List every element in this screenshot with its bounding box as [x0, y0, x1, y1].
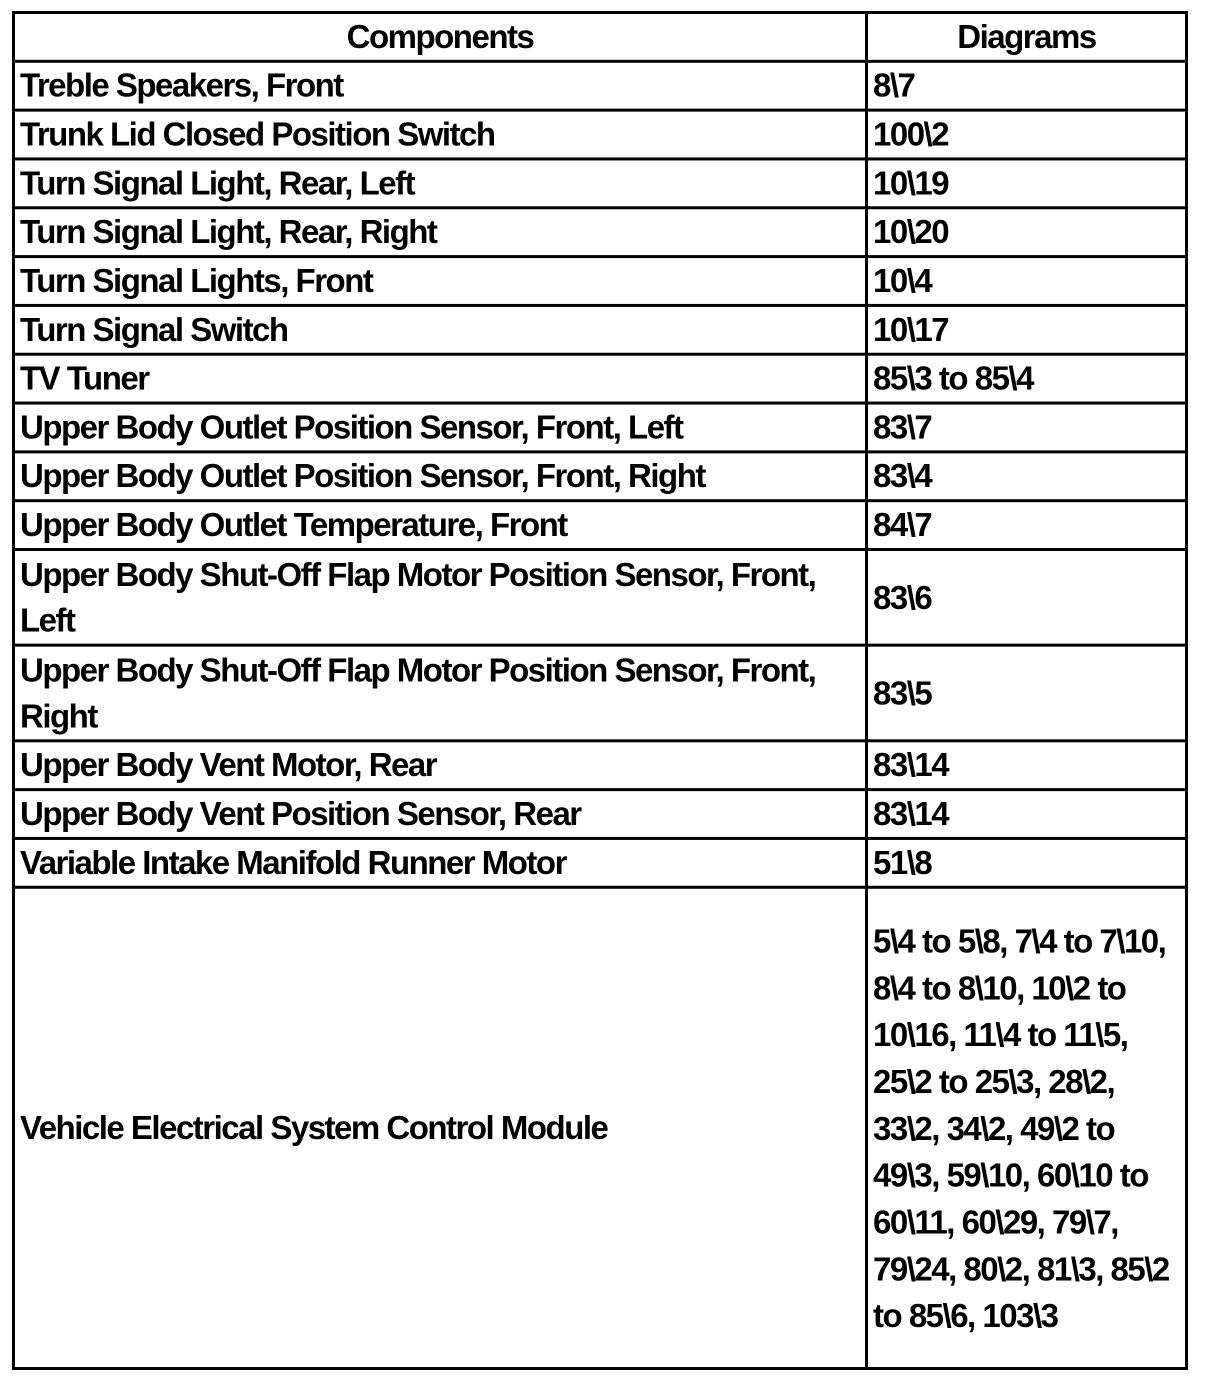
table-row: [14, 741, 1187, 790]
diagrams-cell: 83\14: [867, 741, 1187, 790]
table-row: [14, 550, 1187, 646]
component-cell: TV Tuner: [14, 354, 867, 403]
component-cell: Variable Intake Manifold Runner Motor: [14, 838, 867, 887]
diagrams-cell: 83\7: [867, 403, 1187, 452]
table-row: [14, 403, 1187, 452]
component-cell: Upper Body Shut-Off Flap Motor Position Sensor, Front, Left: [14, 550, 867, 646]
table-row: [14, 501, 1187, 550]
component-diagram-table: [12, 11, 1188, 1370]
diagrams-cell: 85\3 to 85\4: [867, 354, 1187, 403]
diagrams-cell: 51\8: [867, 838, 1187, 887]
table-row: [14, 208, 1187, 257]
diagrams-cell: 100\2: [867, 110, 1187, 159]
table-row: [14, 452, 1187, 501]
component-cell: Turn Signal Lights, Front: [14, 257, 867, 306]
component-cell: Treble Speakers, Front: [14, 61, 867, 110]
table-row: [14, 790, 1187, 839]
diagrams-cell: 83\5: [867, 645, 1187, 741]
component-cell: Upper Body Shut-Off Flap Motor Position Sensor, Front, Right: [14, 645, 867, 741]
diagrams-cell: 83\4: [867, 452, 1187, 501]
table-row: [14, 257, 1187, 306]
diagrams-cell: 10\17: [867, 305, 1187, 354]
header-diagrams: Diagrams: [867, 12, 1187, 61]
table-row: [14, 110, 1187, 159]
component-cell: Upper Body Vent Motor, Rear: [14, 741, 867, 790]
diagrams-cell: 8\7: [867, 61, 1187, 110]
table-header-row: [14, 12, 1187, 61]
table-row: [14, 305, 1187, 354]
header-components: Components: [14, 12, 867, 61]
table-body: [14, 61, 1187, 1368]
component-cell: Vehicle Electrical System Control Module: [14, 887, 867, 1368]
table-row: [14, 838, 1187, 887]
component-cell: Turn Signal Light, Rear, Left: [14, 159, 867, 208]
table-row: [14, 887, 1187, 1368]
component-cell: Upper Body Outlet Position Sensor, Front, Left: [14, 403, 867, 452]
diagrams-cell: 10\4: [867, 257, 1187, 306]
diagrams-cell: 10\19: [867, 159, 1187, 208]
table-row: [14, 159, 1187, 208]
diagrams-cell: 10\20: [867, 208, 1187, 257]
diagrams-cell: 5\4 to 5\8, 7\4 to 7\10, 8\4 to 8\10, 10\2 to 10\16, 11\4 to 11\5, 25\2 to 25\3, 28\2, 33\2, 34\2, 49\2 to 49\3, 59\10, 60\10 to 60\11, 60\29, 79\7, 79\24, 80\2, 81\3, 85\2 to 85\6, 103\3: [867, 887, 1187, 1368]
table-row: [14, 61, 1187, 110]
component-cell: Trunk Lid Closed Position Switch: [14, 110, 867, 159]
component-cell: Upper Body Vent Position Sensor, Rear: [14, 790, 867, 839]
table-row: [14, 354, 1187, 403]
component-cell: Turn Signal Switch: [14, 305, 867, 354]
component-cell: Turn Signal Light, Rear, Right: [14, 208, 867, 257]
table-row: [14, 645, 1187, 741]
diagrams-cell: 84\7: [867, 501, 1187, 550]
component-cell: Upper Body Outlet Temperature, Front: [14, 501, 867, 550]
diagrams-cell: 83\6: [867, 550, 1187, 646]
component-cell: Upper Body Outlet Position Sensor, Front, Right: [14, 452, 867, 501]
diagrams-cell: 83\14: [867, 790, 1187, 839]
